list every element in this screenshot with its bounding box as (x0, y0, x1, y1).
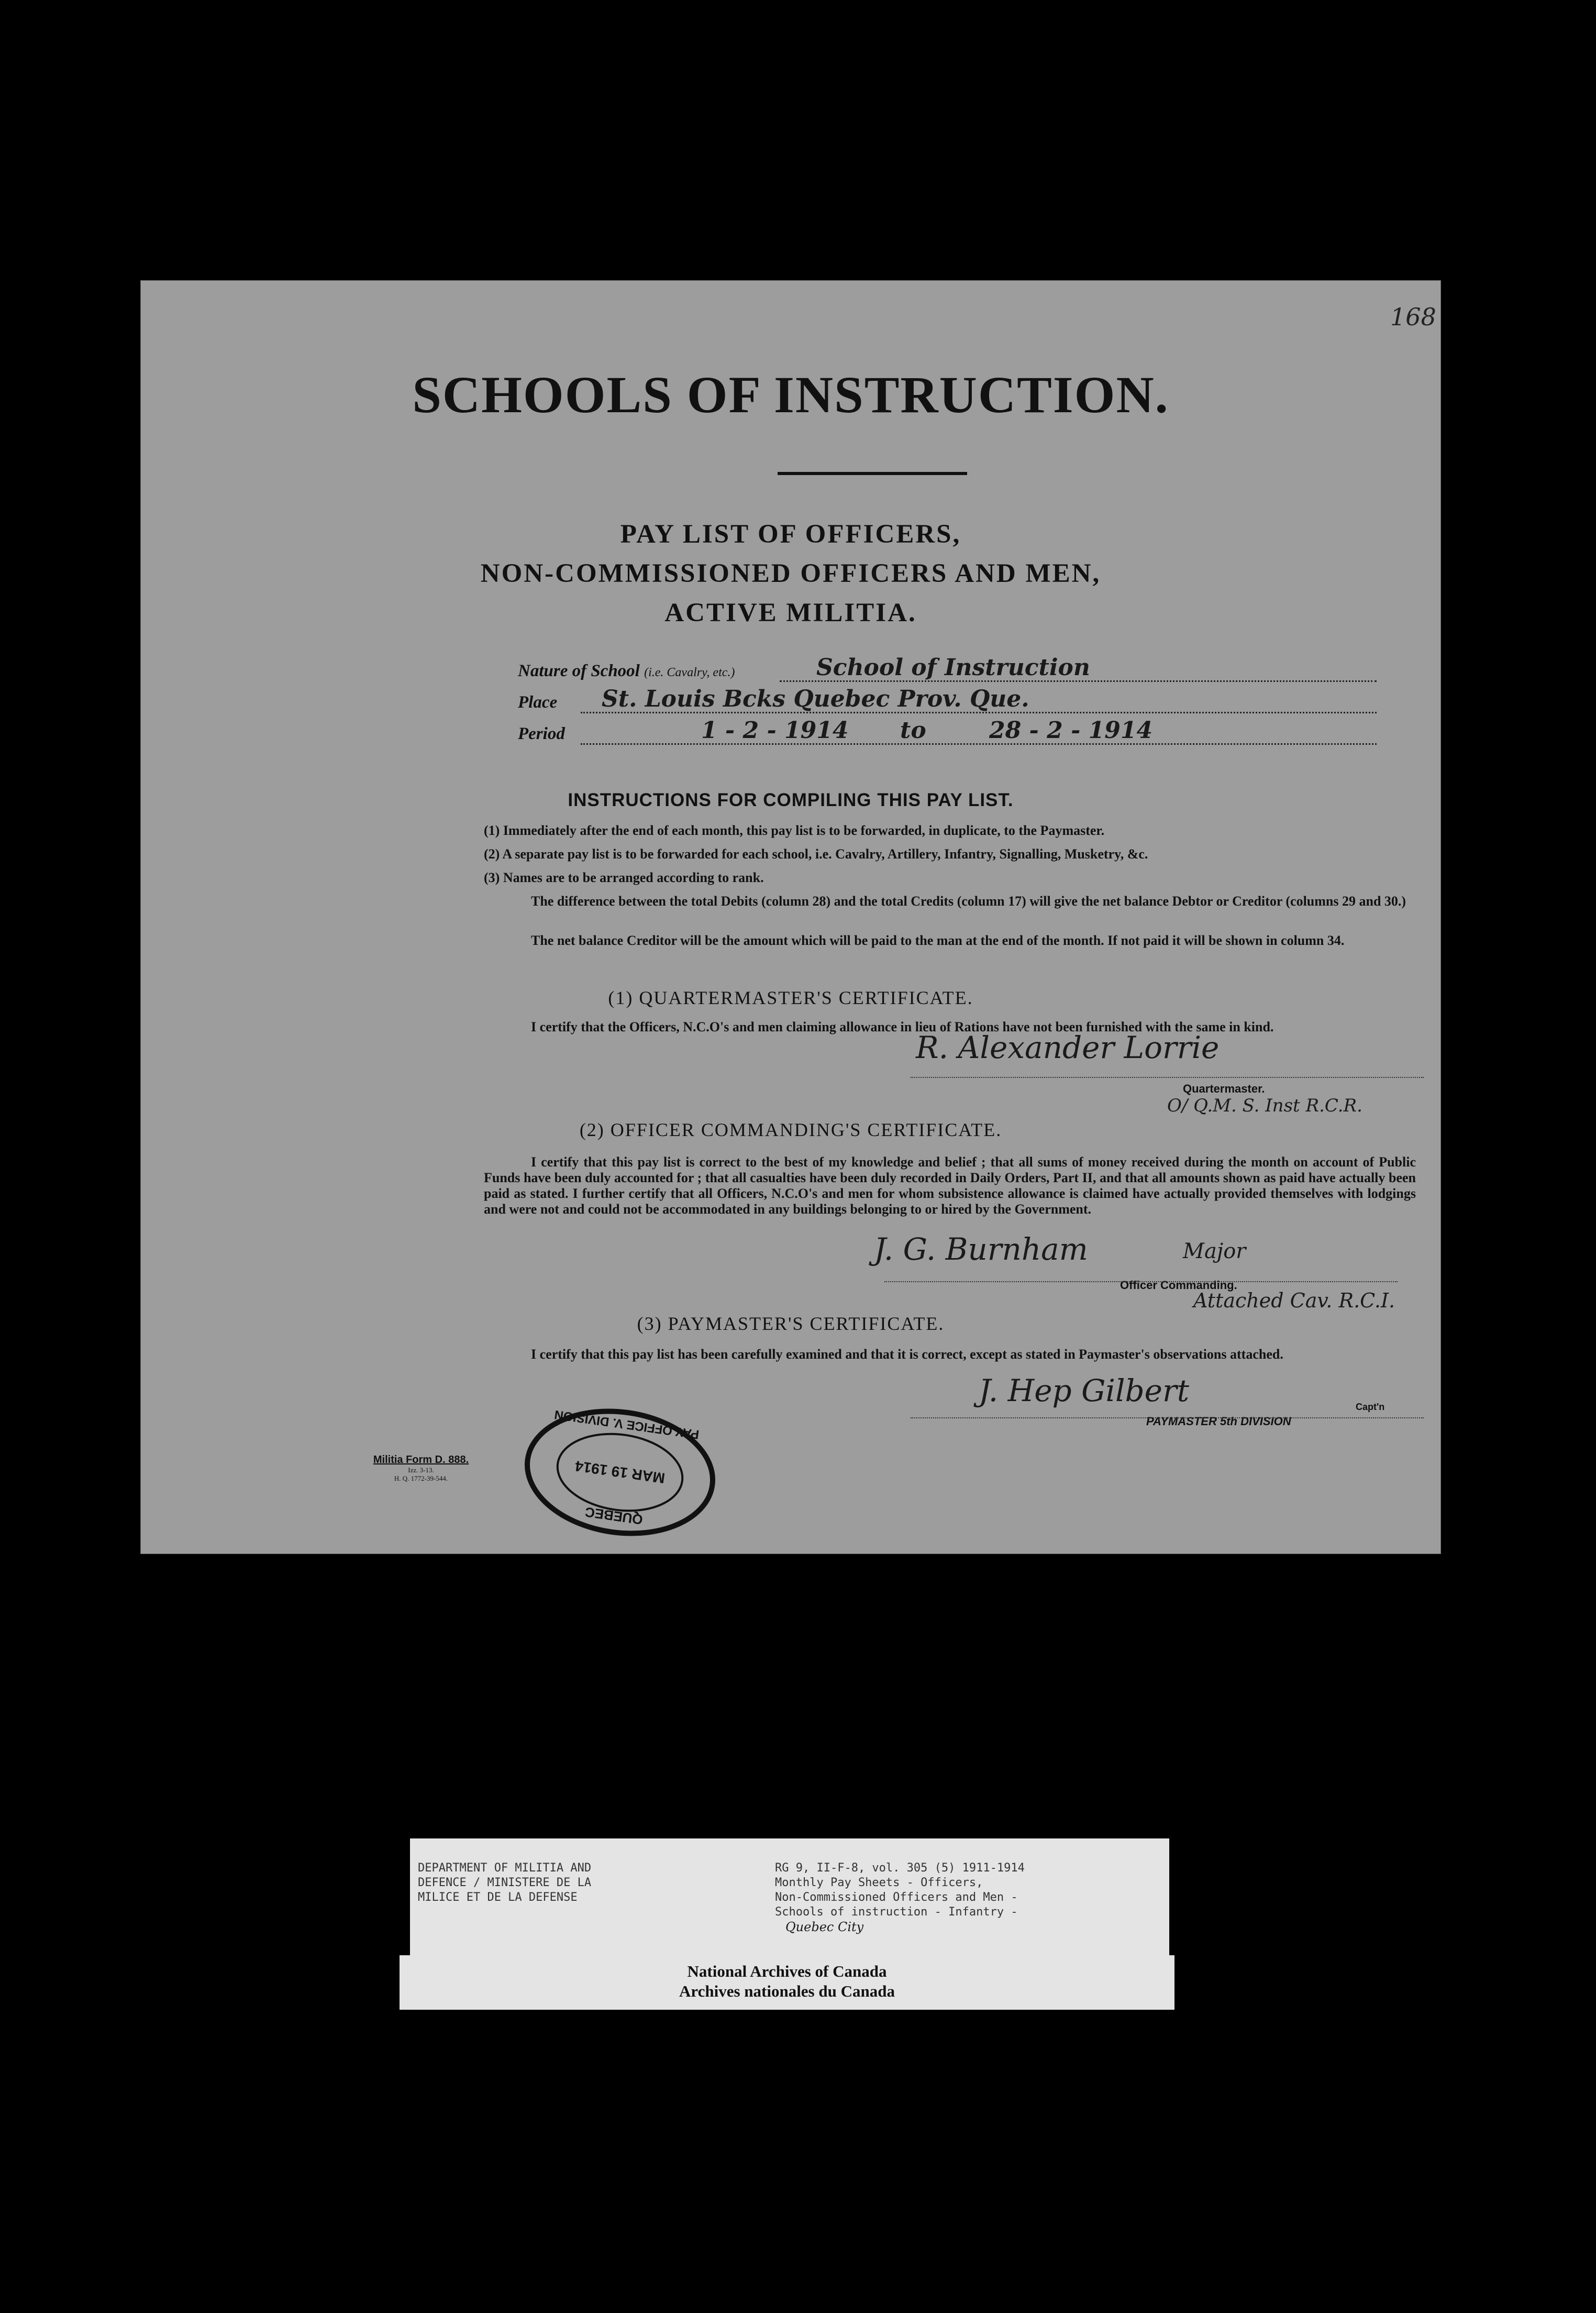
pm-role: PAYMASTER 5th DIVISION (1146, 1415, 1291, 1428)
oc-role: Officer Commanding. (1120, 1279, 1237, 1292)
pay-office-stamp (520, 1407, 719, 1538)
pm-signature: J. Hep Gilbert (979, 1373, 1190, 1408)
pay-list-sheet (140, 280, 1441, 1554)
period-label: Period (518, 724, 565, 743)
department-line-2: DEFENCE / MINISTERE DE LA (418, 1876, 592, 1889)
instruction-note-2: The net balance Creditor will be the amount which will be paid to the man at the end of the month. If not paid it will be shown in column 34. (531, 933, 1345, 948)
period-to: 28 - 2 - 1914 (989, 717, 1153, 744)
nature-of-school-field (518, 653, 1377, 684)
pm-certificate-text: I certify that this pay list has been carefully examined and that it is correct, except as stated in Paymaster's observations attached. (531, 1347, 1283, 1362)
subtitle-line-1: PAY LIST OF OFFICERS, (620, 520, 961, 549)
pm-certificate-heading: (3) PAYMASTER'S CERTIFICATE. (637, 1313, 945, 1334)
page-number: 168 (1390, 303, 1436, 331)
stamp-top-text: QUEBEC (584, 1504, 644, 1528)
oc-signature: J. G. Burnham (874, 1231, 1088, 1267)
qm-certificate-text: I certify that the Officers, N.C.O's and men claiming allowance in lieu of Rations have not been furnished with the same in kind. (531, 1019, 1274, 1034)
place-label: Place (518, 693, 558, 712)
archives-french: Archives nationales du Canada (679, 1982, 895, 2000)
reference-line-3: Non-Commissioned Officers and Men - (775, 1891, 1018, 1904)
qm-signature: R. Alexander Lorrie (916, 1030, 1220, 1065)
period-field (518, 715, 1377, 747)
pm-rank: Capt'n (1356, 1402, 1385, 1412)
qm-role: Quartermaster. (1183, 1082, 1265, 1095)
form-number-block (350, 1454, 492, 1483)
qm-note: O/ Q.M. S. Inst R.C.R. (1167, 1095, 1362, 1116)
oc-certificate-text: I certify that this pay list is correct to the best of my knowledge and belief ; that all sums of money received during the month on account of Public Funds have been duly accounted for ; that all casualties have been duly recorded in Daily Orders, Part II, and that all amounts shown as paid have actually been paid as stated. I further certify that all Officers, N.C.O's and men for whom subsistence allowance is claimed have actually provided themselves with lodgings and were not and could not be accommodated in any buildings belonging to or hired by the Government. (484, 1154, 1416, 1217)
reference-line-1: RG 9, II-F-8, vol. 305 (5) 1911-1914 (775, 1862, 1025, 1875)
instruction-2: (2) A separate pay list is to be forwarded for each school, i.e. Cavalry, Artillery, Infantry, Signalling, Musketry, &c. (484, 846, 1148, 862)
oc-certificate-heading: (2) OFFICER COMMANDING'S CERTIFICATE. (579, 1119, 1002, 1140)
oc-note: Attached Cav. R.C.I. (1193, 1289, 1395, 1312)
nature-hint: (i.e. Cavalry, etc.) (644, 666, 735, 679)
reference-line-2: Monthly Pay Sheets - Officers, (775, 1876, 983, 1889)
subtitle-line-3: ACTIVE MILITIA. (664, 598, 917, 627)
stamp-date: MAR 19 1914 (574, 1458, 666, 1486)
reference-line-4: Schools of instruction - Infantry - (775, 1906, 1018, 1919)
form-line-2: Izz. 3-13. (408, 1466, 434, 1474)
instruction-3: (3) Names are to be arranged according to rank. (484, 870, 764, 885)
national-archives-banner (400, 1955, 1174, 2010)
pm-signature-line (911, 1417, 1424, 1418)
instructions-heading: INSTRUCTIONS FOR COMPILING THIS PAY LIST. (568, 790, 1014, 810)
subtitle-line-2: NON-COMMISSIONED OFFICERS AND MEN, (480, 559, 1101, 588)
department-line-3: MILICE ET DE LA DEFENSE (418, 1891, 578, 1904)
department-line-1: DEPARTMENT OF MILITIA AND (418, 1862, 592, 1875)
instruction-note-1: The difference between the total Debits (column 28) and the total Credits (column 17) will give the net balance Debtor or Creditor (columns 29 and 30.) (531, 894, 1406, 909)
page-title: SCHOOLS OF INSTRUCTION. (412, 366, 1169, 424)
stamp-graphic (520, 1407, 719, 1538)
archive-department (418, 1861, 711, 1905)
archive-reference (775, 1861, 1157, 1934)
place-field (518, 684, 1377, 715)
instruction-1: (1) Immediately after the end of each month, this pay list is to be forwarded, in duplicate, to the Paymaster. (484, 823, 1105, 838)
period-to-word: to (900, 717, 926, 744)
form-name: Militia Form D. 888. (373, 1454, 469, 1466)
oc-rank: Major (1183, 1239, 1246, 1263)
nature-label: Nature of School (518, 662, 640, 680)
qm-certificate-heading: (1) QUARTERMASTER'S CERTIFICATE. (608, 987, 973, 1008)
period-dotted-line (581, 743, 1377, 745)
oc-signature-line (884, 1281, 1398, 1282)
nature-value: School of Instruction (816, 654, 1090, 681)
title-divider (778, 472, 967, 475)
stamp-bottom-text: PAY OFFICE V. DIVISION (553, 1407, 700, 1442)
reference-line-5: Quebec City (785, 1920, 864, 1934)
archives-english: National Archives of Canada (687, 1962, 887, 1980)
qm-signature-line (911, 1077, 1424, 1078)
form-line-3: H. Q. 1772-39-544. (394, 1474, 448, 1482)
period-from: 1 - 2 - 1914 (701, 717, 849, 744)
place-value: St. Louis Bcks Quebec Prov. Que. (602, 686, 1029, 712)
